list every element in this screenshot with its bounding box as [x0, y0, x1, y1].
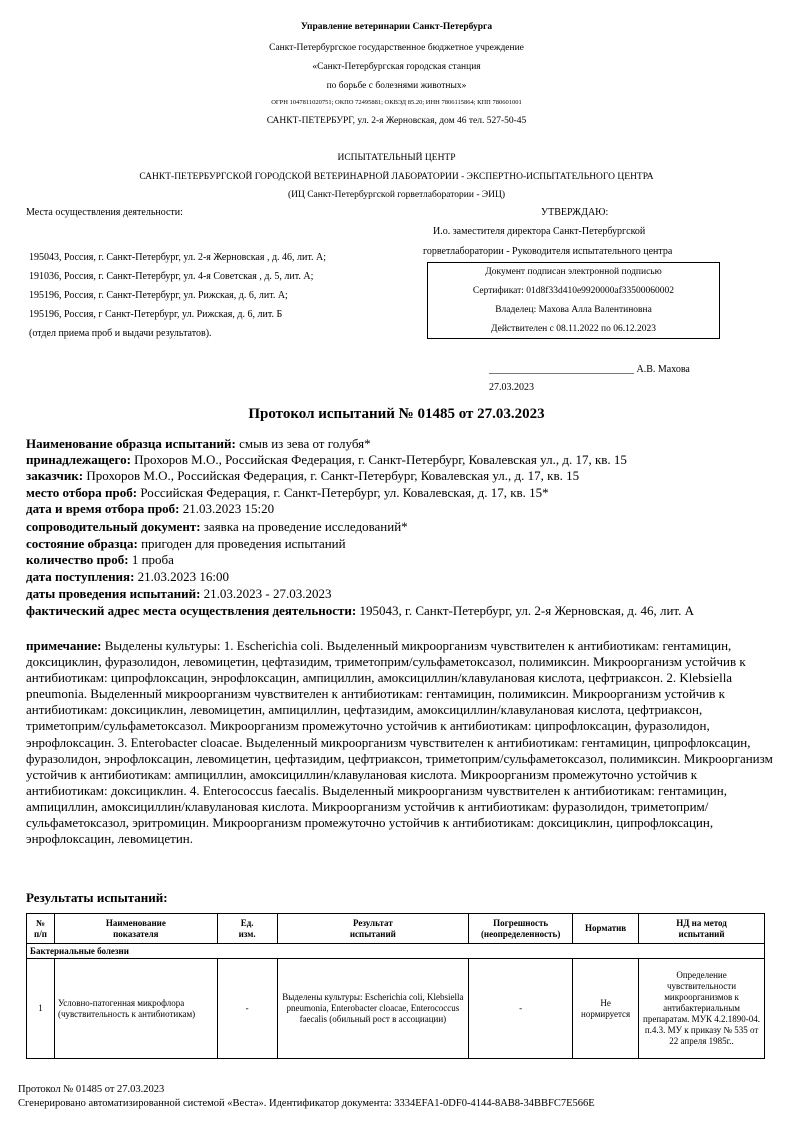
place-line: (отдел приема проб и выдачи результатов).	[29, 328, 212, 339]
field-sampling-date	[26, 501, 771, 517]
approve-line2: горветлаборатории - Руководителя испытательного центра	[423, 246, 673, 257]
col-header: Погрешность (неопределенность)	[469, 914, 573, 944]
field-label: даты проведения испытаний:	[26, 586, 201, 601]
center-line3: (ИЦ Санкт-Петербургской горветлаборатории - ЭИЦ)	[287, 190, 506, 200]
table-header-row	[27, 914, 765, 944]
col-header: НД на метод испытаний	[639, 914, 765, 944]
field-label: состояние образца:	[26, 536, 138, 551]
field-test-dates	[26, 586, 771, 602]
org-line4: по борьбе с болезнями животных»	[326, 81, 467, 91]
field-owner	[26, 452, 771, 468]
protocol-title: Протокол испытаний № 01485 от 27.03.2023	[248, 406, 545, 422]
field-condition	[26, 536, 771, 552]
org-line3: «Санкт-Петербургская городская станция	[312, 62, 481, 72]
center-line1: ИСПЫТАТЕЛЬНЫЙ ЦЕНТР	[337, 153, 456, 163]
cell-indicator: Условно-патогенная микрофлора (чувствительность к антибиотикам)	[54, 959, 217, 1059]
center-line2: САНКТ-ПЕТЕРБУРГСКОЙ ГОРОДСКОЙ ВЕТЕРИНАРНОЙ ЛАБОРАТОРИИ - ЭКСПЕРТНО-ИСПЫТАТЕЛЬНОГО ЦЕНТРА	[139, 172, 654, 182]
col-header: Результат испытаний	[277, 914, 469, 944]
field-value: Прохоров М.О., Российская Федерация, г. Санкт-Петербург, Ковалевская ул., д. 17, кв. 15	[130, 452, 627, 467]
place-line: 195196, Россия, г. Санкт-Петербург, ул. Рижская, д. 6, лит. А;	[29, 290, 288, 301]
col-header: № п/п	[27, 914, 55, 944]
sign-line: _____________________________ А.В. Махова	[489, 364, 690, 375]
field-sampling-place	[26, 485, 771, 501]
results-heading	[26, 890, 771, 906]
sig-line: Документ подписан электронной подписью	[485, 267, 662, 277]
approve-line1: И.о. заместителя директора Санкт-Петербургской	[433, 226, 646, 237]
field-customer	[26, 468, 771, 484]
field-value: заявка на проведение исследований*	[200, 519, 408, 534]
field-label: сопроводительный документ:	[26, 519, 201, 534]
section-label: Бактериальные болезни	[27, 944, 765, 959]
field-value: 21.03.2023 15:20	[179, 501, 275, 516]
cell-method: Определение чувствительности микроорганизмов к антибактериальным препаратам. МУК 4.2.1890-04. п.4.3. МУ к приказу № 535 от 22 апреля 1985г..	[639, 959, 765, 1059]
note-label: примечание:	[26, 638, 102, 653]
footer-generated: Сгенерировано автоматизированной системой «Веста». Идентификатор документа: 3334EFA1-0DF0-4144-8AB8-34BBFC7E566E	[18, 1098, 595, 1109]
note-text: Выделены культуры: 1. Escherichia coli. Выделенный микроорганизм чувствителен к антибиотикам: гентамицин, доксициклин, фуразолидон, левомицетин, цефтазидим, триметоприм/сульфаметоксазол, полимиксин. Микроорганизм устойчив к антибиотикам: ципрофлоксацин, энрофлоксацин, ампициллин, амоксициллин/клавулановая кислота, цефтриаксон. 2. Klebsiella pneumonia. Выделенный микроорганизм чувствителен к антибиотикам: гентамицин, полимиксин. Микроорганизм устойчив к антибиотикам: доксициклин, левомицетин, ампициллин, цефтазидим, амоксициллин/клавулановая кислота, цефтриаксон, триметоприм/сульфаметоксазол. Микроорганизм промежуточно устойчив к антибиотикам: ципрофлоксацин, фуразолидон, энрофлоксацин. 3. Enterobacter cloacae. Выделенный микроорганизм чувствителен к антибиотикам: гентамицин, ципрофлоксацин, фуразолидон, энрофлоксацин, левомицетин, цефтазидим, цефтриаксон, триметоприм/сульфаметоксазол, полимиксин. Микроорганизм устойчив к антибиотикам: ампициллин, амоксициллин/клавулановая кислота. Микроорганизм промежуточно устойчив к антибиотикам: доксициклин. 4. Enterococcus faecalis. Выделенный микроорганизм чувствителен к антибиотикам: гентамицин, ампициллин, амоксициллин/клавулановая кислота. Микроорганизм устойчив к антибиотикам: фуразолидон, триметоприм/сульфаметоксазол, эритромицин. Микроорганизм промежуточно устойчив к антибиотикам: доксициклин, ципрофлоксацин, энрофлоксацин, левомицетин.	[26, 638, 773, 847]
field-value: 195043, г. Санкт-Петербург, ул. 2-я Жерновская, д. 46, лит. А	[356, 603, 695, 618]
field-label: Наименование образца испытаний:	[26, 436, 236, 451]
field-sample	[26, 436, 771, 452]
note-paragraph	[26, 638, 776, 847]
col-header: Наименование показателя	[54, 914, 217, 944]
sig-owner: Владелец: Махова Алла Валентиновна	[495, 305, 652, 315]
field-value: 21.03.2023 - 27.03.2023	[200, 586, 332, 601]
field-label: принадлежащего:	[26, 452, 131, 467]
org-line2: Санкт-Петербургское государственное бюджетное учреждение	[269, 43, 524, 53]
field-label: количество проб:	[26, 552, 129, 567]
field-value: пригоден для проведения испытаний	[137, 536, 346, 551]
places-label: Места осуществления деятельности:	[26, 207, 183, 218]
field-label: фактический адрес места осуществления деятельности:	[26, 603, 357, 618]
field-label: место отбора проб:	[26, 485, 138, 500]
places-list	[29, 248, 326, 343]
col-header: Норматив	[573, 914, 639, 944]
sig-validity: Действителен с 08.11.2022 по 06.12.2023	[491, 324, 656, 334]
cell-result: Выделены культуры: Escherichia coli, Klebsiella pneumonia, Enterobacter cloacae, Enterococcus faecalis (обильный рост в ассоциации)	[277, 959, 469, 1059]
field-value: Российская Федерация, г. Санкт-Петербург, ул. Ковалевская, д. 17, кв. 15*	[137, 485, 549, 500]
field-label: дата и время отбора проб:	[26, 501, 180, 516]
cell-unit: -	[217, 959, 277, 1059]
signature-box	[427, 262, 720, 339]
cell-norm: Не нормируется	[573, 959, 639, 1059]
field-actual-address	[26, 603, 771, 619]
footer-protocol: Протокол № 01485 от 27.03.2023	[18, 1084, 165, 1095]
sig-certificate: Сертификат: 01d8f33d410e9920000af33500060002	[472, 286, 675, 296]
place-line: 195196, Россия, г Санкт-Петербург, ул. Рижская, д. 6, лит. Б	[29, 309, 283, 320]
field-value: 21.03.2023 16:00	[134, 569, 230, 584]
org-codes: ОГРН 1047811020751; ОКПО 72495881; ОКВЭД 85.20; ИНН 7806115864; КПП 780601001	[271, 99, 522, 106]
cell-error: -	[469, 959, 573, 1059]
field-document	[26, 519, 771, 535]
table-row	[27, 959, 765, 1059]
place-line: 191036, Россия, г. Санкт-Петербург, ул. 4-я Советская , д. 5, лит. А;	[29, 271, 314, 282]
field-value: смыв из зева от голубя*	[235, 436, 371, 451]
results-table	[26, 913, 765, 1059]
cell-number: 1	[27, 959, 55, 1059]
field-value: 1 проба	[128, 552, 174, 567]
org-address: САНКТ-ПЕТЕРБУРГ, ул. 2-я Жерновская, дом 46 тел. 527-50-45	[266, 116, 527, 126]
field-label: дата поступления:	[26, 569, 135, 584]
field-received	[26, 569, 771, 585]
col-header: Ед. изм.	[217, 914, 277, 944]
org-header: Управление ветеринарии Санкт-Петербурга	[300, 22, 493, 32]
place-line: 195043, Россия, г. Санкт-Петербург, ул. 2-я Жерновская , д. 46, лит. А;	[29, 252, 327, 263]
field-label: заказчик:	[26, 468, 84, 483]
table-section-row	[27, 944, 765, 959]
approve-title: УТВЕРЖДАЮ:	[541, 207, 609, 218]
approve-date: 27.03.2023	[489, 382, 534, 393]
field-value: Прохоров М.О., Российская Федерация, г. Санкт-Петербург, Ковалевская ул., д. 17, кв. 15	[83, 468, 580, 483]
results-label: Результаты испытаний:	[26, 890, 168, 905]
field-quantity	[26, 552, 771, 568]
